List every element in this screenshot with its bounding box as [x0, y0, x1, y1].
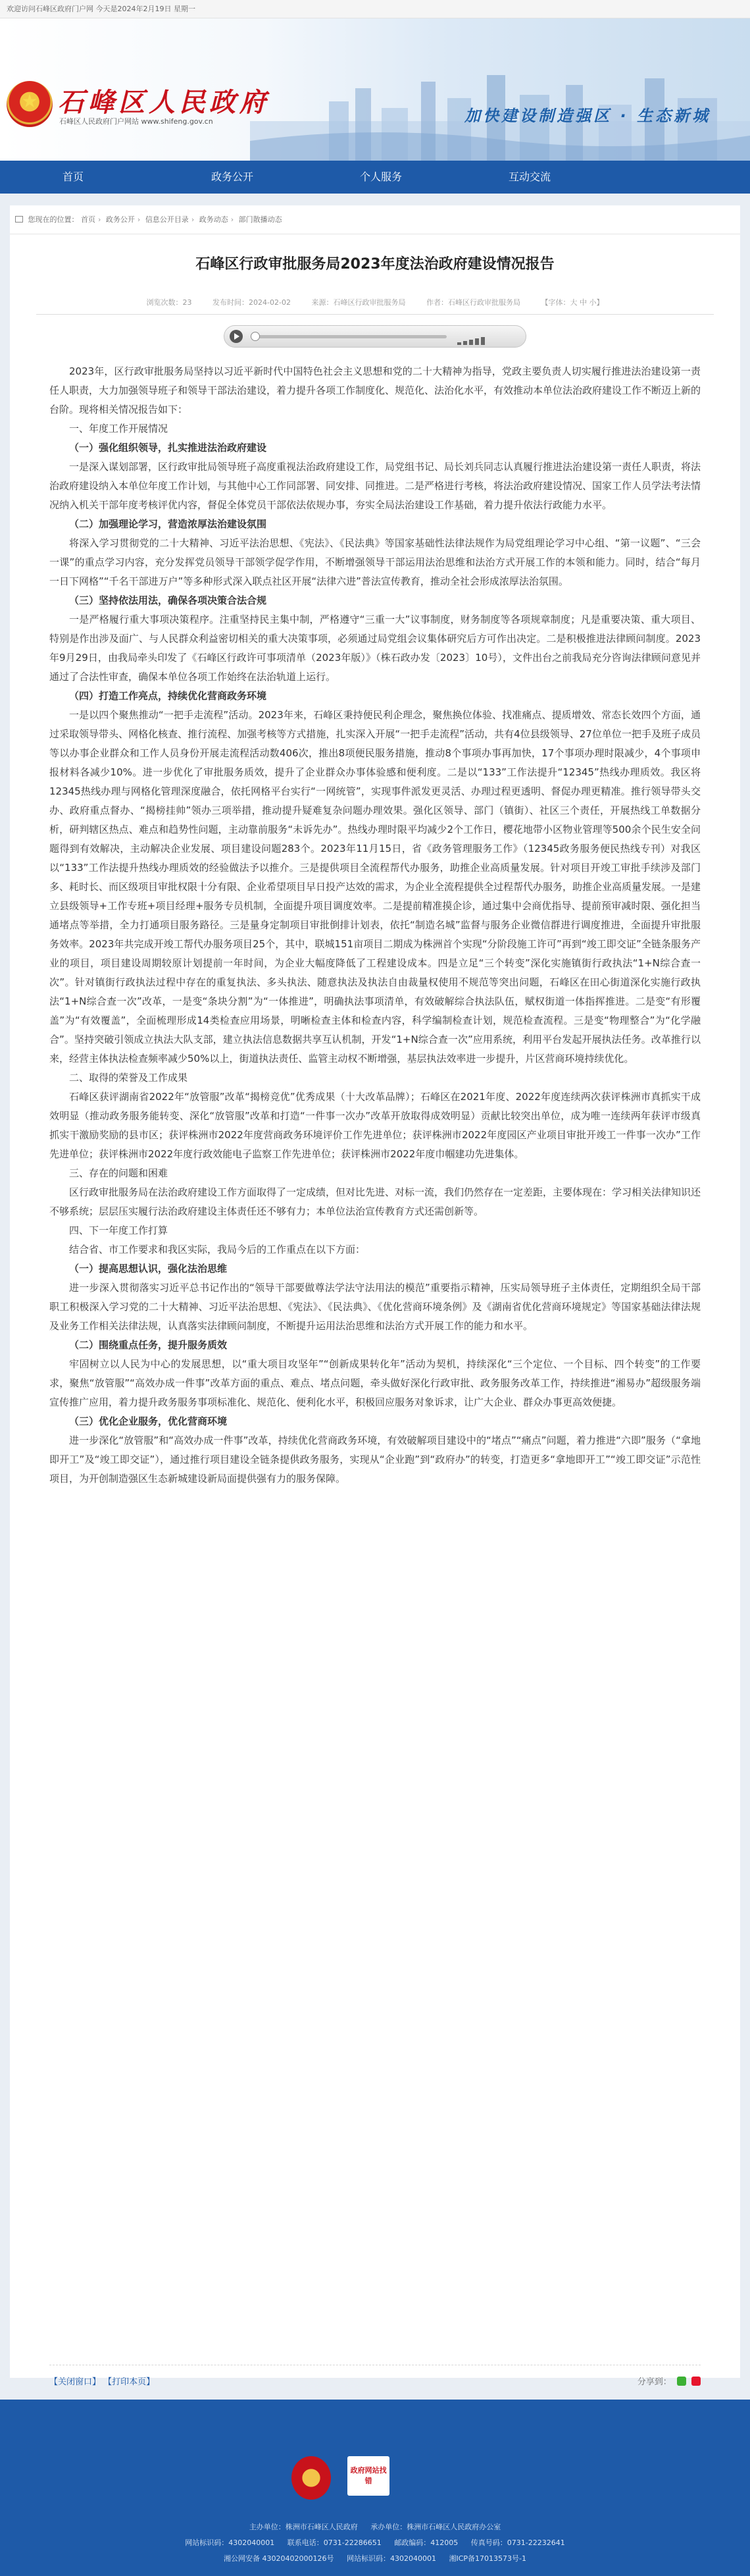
- footer-info: [0, 2519, 750, 2567]
- site-logo-title[interactable]: 石峰区人民政府: [58, 87, 270, 118]
- icp-record-link[interactable]: 湘ICP备17013573号-1: [449, 2554, 526, 2563]
- weibo-share-icon[interactable]: [691, 2377, 701, 2386]
- footer-badges: [291, 2456, 389, 2500]
- national-emblem-icon: [7, 81, 53, 127]
- article-meta: [10, 297, 740, 307]
- article-paragraph: 一是以四个聚焦推动“一把手走流程”活动。2023年来，石峰区秉持便民利企理念，聚焦换位体验、找准痛点、提质增效、常态长效四个方面，通过采取领导带头、网格化核查、推行流程、加强考核等方式措施，扎实深入开展“一把手走流程”活动，共有4位县级领导、27位单位一把手及班子成员等以办事企业群众和工作人员身份开展走流程活动数406次，推出8项便民服务措施，推动8个事项办事再加快，17个事项办理时限减少，4个事项申报材料各减少10%。进一步优化了审批服务质效，提升了企业群众办事体验感和便利度。二是以“133”工作法提升“12345”热线办理质效。我区将12345热线办理与网格化管理深度融合，依托网格平台实行“一网统管”，实现事件派发更灵活、办理过程更透明、督促办理更精准。推行领导带头交办、政府重点督办、“揭榜挂帅”领办三项举措，推动提升疑难复杂问题办理效果。强化区领导、部门（镇街）、社区三个责任，开展热线工单数据分析，研判辖区热点、难点和趋势性问题，主动靠前服务“未诉先办”。热线办理时限平均减少2个工作日，樱花地带小区物业管理等500余个民生安全问题得到有效解决，主动解决企业发展、项目建设问题283个。2023年11月15日，省《政务管理服务工作》（12345政务服务便民热线专刊）对我区以“133”工作法提升热线办理质效的经验做法予以推介。三是提供项目全流程帮代办服务，助推企业高质量发展。针对项目开竣工审批手续涉及部门多、耗时长、而区级项目审批权限十分有限、企业希望项目早日投产达效的需求，为企业全流程提供全过程帮代办服务，助推企业高质量发展。一是建立县级领导+工作专班+项目经理+服务专员机制，全面提升项目调度效率。二是提前精准摸企诊，通过集中会商优指导、提前预审减时限、强化担当通堵点等举措，全力打通项目服务路径。三是量身定制项目审批倒排计划表，依托“制造名城”监督与服务企业微信群进行调度推进，全面提升审批服务效率。2023年共完成开竣工帮代办服务项目25个，其中，联城151亩项目二期成为株洲首个实现“分阶段施工许可”再到“竣工即交证”全链条服务产业的项目，项目建设周期较原计划提前一年时间，为企业大幅度降低了工程建设成本。四是立足“三个转变”深化实施镇街行政执法“1+N综合查一次”。针对镇街行政执法过程中存在的重复执法、多头执法、随意执法及执法自由裁量权使用不规范等突出问题，石峰区在田心街道深化实施行政执法“1+N综合查一次”改革，一是变“条块分割”为“一体推进”，明确执法事项清单，有效破解综合执法队伍，赋权街道一体指挥推进。二是变“有形覆盖”为“有效覆盖”，全面梳理形成14类检查应用场景，明晰检查主体和检查内容，科学编制检查计划，规范检查流程。三是变“物理整合”为“化学融合”。坚持突破引领成立执法大队支部，建立执法信息数据共享互认机制，开发“1+N综合查一次”应用系统，利用平台发起开展执法任务。改革推行以来，经营主体执法检查频率减少50%以上，街道执法责任、监管主动权不断增强，基层执法效率进一步提升，片区营商环境持续优化。: [49, 709, 701, 1065]
- section-heading: （三）坚持依法用法，确保各项决策合法合规: [69, 594, 267, 606]
- section-heading: （三）优化企业服务，优化营商环境: [69, 1415, 228, 1427]
- police-record-link[interactable]: 湘公网安备 43020402000126号: [224, 2554, 334, 2563]
- article-author: 作者：石峰区行政审批服务局: [426, 298, 520, 307]
- phone-text: 联系电话：0731-22286651: [287, 2538, 382, 2547]
- article-source: 来源：石峰区行政审批服务局: [311, 298, 406, 307]
- breadcrumb-item[interactable]: 政务公开: [105, 215, 135, 224]
- nav-interaction[interactable]: 互动交流: [509, 171, 551, 183]
- gov-site-error-report-badge[interactable]: 政府网站找错: [347, 2456, 389, 2496]
- section-heading: （一）强化组织领导，扎实推进法治政府建设: [69, 442, 267, 454]
- section-heading: （四）打造工作亮点，持续优化营商政务环境: [69, 690, 267, 702]
- footer-line: [0, 2519, 750, 2535]
- article-paragraph: 二、取得的荣誉及工作成果: [69, 1072, 188, 1084]
- wechat-share-icon[interactable]: [677, 2377, 686, 2386]
- breadcrumb-item[interactable]: 信息公开目录: [145, 215, 189, 224]
- audio-progress-handle[interactable]: [251, 332, 260, 341]
- article-paragraph: 一是严格履行重大事项决策程序。注重坚持民主集中制，严格遵守“三重一大”议事制度，财务制度等各项规章制度；凡是重要决策、重大项目、特别是作出涉及面广、与人民群众利益密切相关的重大决策事项，必须通过局党组会议集体研究后方可作出决定。二是积极推进法律顾问制度。2023年9月29日，由我局牵头印发了《石峰区行政许可事项清单（2023年版）》（株石政办发〔2023〕10号），文件出台之前我局充分咨询法律顾问意见并通过了合法性审查，确保本单位各项工作始终在法治轨道上运行。: [49, 614, 701, 683]
- font-size-switch[interactable]: 【字体：大 中 小】: [541, 298, 604, 307]
- breadcrumb-prefix: 您现在的位置：: [28, 215, 79, 224]
- audio-progress-track[interactable]: [251, 335, 447, 338]
- close-window-link[interactable]: 【关闭窗口】: [49, 2377, 101, 2387]
- view-count: 浏览次数：23: [146, 298, 192, 307]
- section-heading: （二）加强理论学习，营造浓厚法治建设氛围: [69, 518, 267, 530]
- breadcrumb-item[interactable]: 部门散播动态: [238, 215, 282, 224]
- section-heading: （一）提高思想认识，强化法治思维: [69, 1263, 228, 1275]
- site-subtitle: 石峰区人民政府门户网站 www.shifeng.gov.cn: [59, 117, 213, 126]
- article-body: [10, 348, 740, 1488]
- play-icon[interactable]: [230, 330, 243, 343]
- footer-line: [0, 2551, 750, 2567]
- nav-gov-affairs[interactable]: 政务公开: [211, 171, 254, 183]
- top-bar: [0, 0, 750, 18]
- site-header: [0, 18, 750, 161]
- print-page-link[interactable]: 【打印本页】: [103, 2377, 155, 2387]
- main-nav: [0, 161, 750, 194]
- site-code-text: 网站标识码：4302040001: [185, 2538, 275, 2547]
- section-heading: （二）围绕重点任务，提升服务质效: [69, 1339, 228, 1351]
- article-paragraph: 牢固树立以人民为中心的发展思想，以“重大项目攻坚年”“创新成果转化年”活动为契机，持续深化“三个定位、一个目标、四个转变”的工作要求，聚焦“放管服”“高效办成一件事”改革方面的重点、难点、堵点问题，牵头做好深化行政审批、政务服务改革工作，持续推进“湘易办”超级服务端宣传推广应用，着力提升政务服务事项标准化、规范化、便利化水平，积极回应服务对象诉求，让广大企业、群众办事更高效便捷。: [49, 1358, 701, 1408]
- article-footer-links: [49, 2365, 701, 2387]
- article-paragraph: 石峰区获评湖南省2022年“放管服”改革“揭榜竞优”优秀成果（十大改革品牌）；石峰区在2021年度、2022年度连续两次获评株洲市真抓实干成效明显（推动政务服务能转变、深化“放管服”改革和打造“一件事一次办”改革开放取得成效明显）贡献比较突出单位，成为唯一连续两年获评市级真抓实干激励奖励的县市区；获评株洲市2022年度营商政务环境评价工作先进单位；获评株洲市2022年度园区产业项目审批开竣工一件事一次办”工作先进单位；获评株洲市2022年度行政效能电子监察工作先进单位；获评株洲市2022年度巾帼建功先进集体。: [49, 1091, 701, 1160]
- welcome-text: 欢迎访问石峰区政府门户网 今天是2024年2月19日 星期一: [7, 5, 195, 13]
- publish-time: 发布时间：2024-02-02: [213, 298, 291, 307]
- share-label: 分享到：: [637, 2377, 672, 2387]
- party-gov-org-badge-icon[interactable]: [291, 2456, 331, 2500]
- nav-home[interactable]: 首页: [63, 171, 84, 183]
- audio-player: [224, 325, 526, 348]
- header-slogan: 加快建设制造强区 · 生态新城: [464, 107, 711, 125]
- article-page: [10, 205, 740, 2387]
- article-paragraph: 一、年度工作开展情况: [69, 423, 168, 434]
- share-bar: [638, 2375, 701, 2387]
- footer-line: [0, 2535, 750, 2551]
- postcode-text: 邮政编码：412005: [394, 2538, 459, 2547]
- nav-personal-service[interactable]: 个人服务: [360, 171, 403, 183]
- breadcrumb-item[interactable]: 政务动态: [199, 215, 228, 224]
- fax-text: 传真号码：0731-22232641: [470, 2538, 565, 2547]
- article-paragraph: 四、下一年度工作打算: [69, 1224, 168, 1236]
- site-footer: [0, 2400, 750, 2576]
- article-title: 石峰区行政审批服务局2023年度法治政府建设情况报告: [195, 256, 555, 273]
- breadcrumb: 您现在的位置： 首页 › 政务公开 › 信息公开目录 › 政务动态 › 部门散播动态: [10, 205, 740, 234]
- article-paragraph: 结合省、市工作要求和我区实际，我局今后的工作重点在以下方面：: [69, 1244, 366, 1255]
- article-paragraph: 三、存在的问题和困难: [69, 1167, 168, 1179]
- article-paragraph: 将深入学习贯彻党的二十大精神、习近平法治思想、《宪法》、《民法典》等国家基础性法律法规作为局党组理论学习中心组、“第一议题”、“三会一课”的重点学习内容，充分发挥党员领导干部领学促学作用，不断增强领导干部运用法治思维和法治方式开展工作的本领和能力。同时，结合“每月一日下网格”“千名干部进万户”等多种形式深入联点社区开展“法律六进”普法宣传教育，推动全社会形成浓厚法治氛围。: [49, 537, 701, 587]
- article-paragraph: 2023年，区行政审批服务局坚持以习近平新时代中国特色社会主义思想和党的二十大精神为指导，党政主要负责人切实履行推进法治建设第一责任人职责，大力加强领导班子和领导干部法治建设，着力提升各项工作制度化、规范化、法治化水平，有效推动本单位法治政府建设工作不断迈上新的台阶。现将相关情况报告如下：: [49, 365, 701, 415]
- article-paragraph: 进一步深化“放管服”和“高效办成一件事”改革，持续优化营商政务环境，有效破解项目建设中的“堵点”“痛点”问题，着力推进“六即”服务（“拿地即开工”及“竣工即交证”），通过推行项目建设全链条提供政务服务，实现从“企业跑”到“政府办”的转变，打造更多“拿地即开工”“竣工即交证”示范性项目，为开创制造强区生态新城建设新局面提供强有力的服务保障。: [49, 1434, 701, 1485]
- volume-icon[interactable]: [457, 332, 516, 341]
- organizer-text: 承办单位：株洲市石峰区人民政府办公室: [370, 2523, 501, 2531]
- article-paragraph: 一是深入谋划部署，区行政审批局领导班子高度重视法治政府建设工作，局党组书记、局长刘兵同志认真履行推进法治建设第一责任人职责，将法治政府建设纳入本单位年度工作计划，与其他中心工作同部署、同安排、同推进。二是严格进行考核，将法治政府建设情况、国家工作人员学法考法情况纳入机关干部年度考核评优内容，督促全体党员干部依法依规办事，夯实全局法治建设工作基础，着力提升依法行政能力水平。: [49, 461, 701, 511]
- home-icon: [15, 216, 23, 223]
- article-paragraph: 进一步深入贯彻落实习近平总书记作出的“领导干部要做尊法学法守法用法的模范”重要指示精神，压实局领导班子主体责任，定期组织全局干部职工积极深入学习党的二十大精神、习近平法治思想、《宪法》、《民法典》、《优化营商环境条例》及《湖南省优化营商环境规定》等国家基础法律法规及业务工作相关法律法规，认真落实法律顾问制度，不断提升运用法治思维和法治方式开展工作的能力和水平。: [49, 1282, 701, 1332]
- article-paragraph: 区行政审批服务局在法治政府建设工作方面取得了一定成绩，但对比先进、对标一流，我们仍然存在一定差距，主要体现在：学习相关法律知识还不够系统；层层压实履行法治政府建设主体责任还不够有力；本单位法治宣传教育方式还需创新等。: [49, 1186, 701, 1217]
- site-code-text: 网站标识码：4302040001: [346, 2554, 436, 2563]
- sponsor-text: 主办单位：株洲市石峰区人民政府: [249, 2523, 358, 2531]
- breadcrumb-item[interactable]: 首页: [81, 215, 95, 224]
- title-divider: [36, 314, 714, 315]
